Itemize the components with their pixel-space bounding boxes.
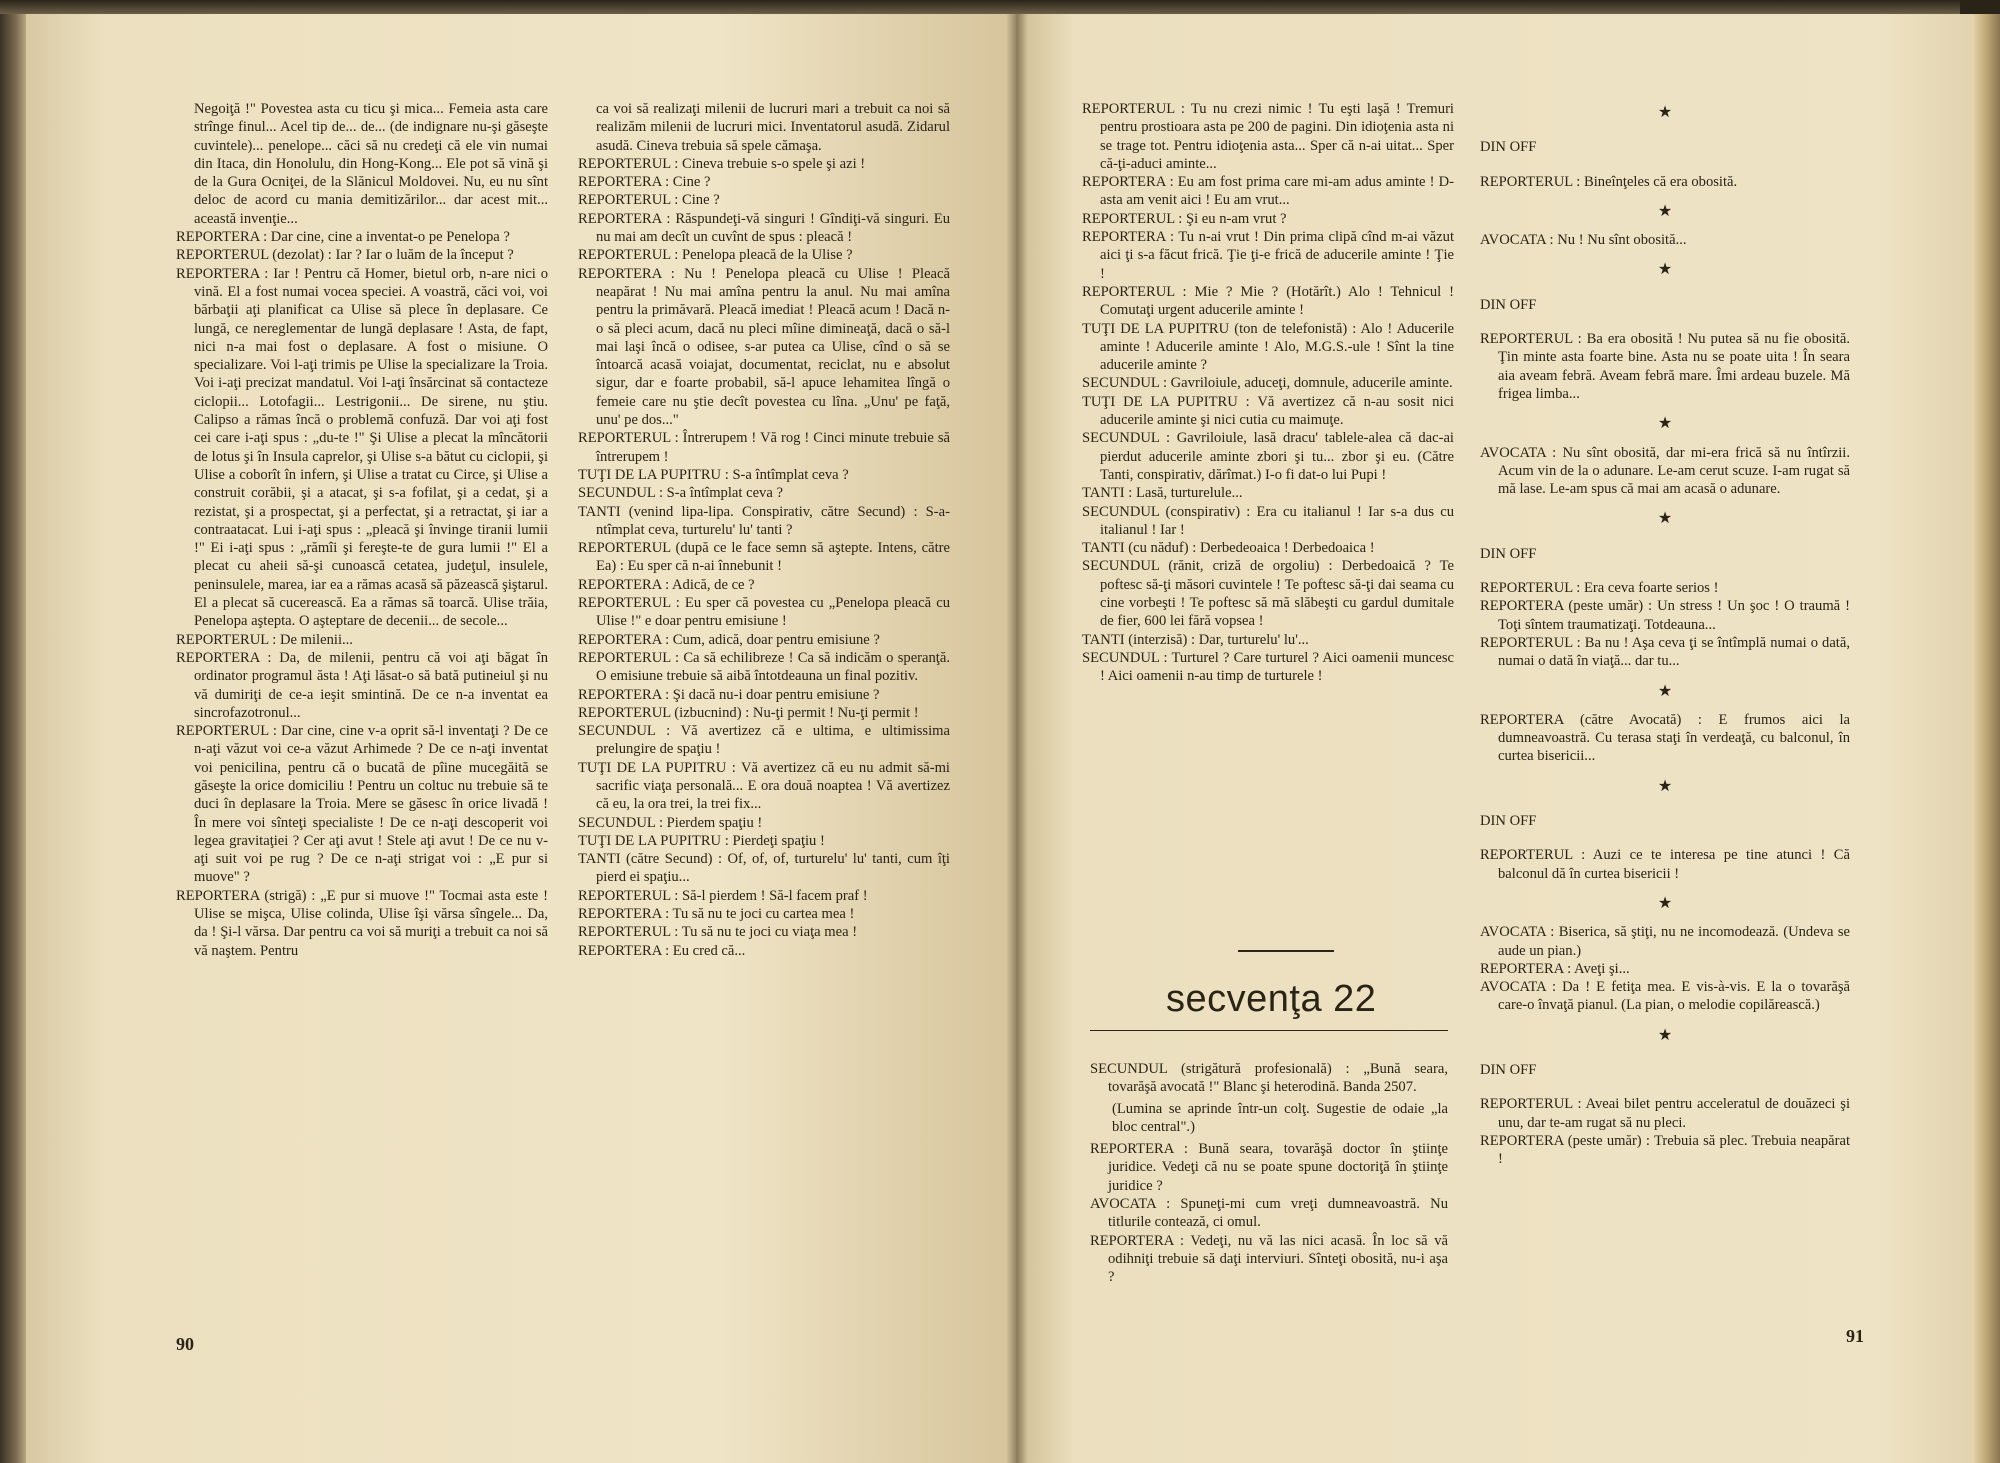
dialogue-line: REPORTERA : Răspundeţi-vă singuri ! Gîndiţi-vă singuri. Eu nu mai am decît un cuvînt de spus : pleacă ! [578, 210, 950, 246]
dialogue-line: REPORTERA : Eu am fost prima care mi-am adus aminte ! D-asta am venit aici ! Eu am vrut... [1082, 174, 1454, 209]
dialogue-line: AVOCATA : Nu ! Nu sînt obosită... [1480, 232, 1687, 249]
page-number-left: 90 [176, 1334, 194, 1354]
dialogue-line: REPORTERUL : Întrerupem ! Vă rog ! Cinci minute trebuie să întrerupem ! [578, 430, 950, 465]
star-separator: ★ [1657, 1026, 1673, 1044]
right-page-column-2 [1480, 92, 1850, 1168]
dialogue-line: REPORTERUL : Aveai bilet pentru acceleratul de douăzeci şi unu, dar te-am rugat să nu pleci. [1480, 1096, 1850, 1131]
dialogue-line: SECUNDUL (conspirativ) : Era cu italianul ! Iar s-a dus cu italianul ! Iar ! [1082, 503, 1454, 538]
dialogue-line: REPORTERA : Vedeţi, nu vă las nici acasă. În loc să vă odihniţi trebuie să daţi interviuri. Sînteţi obosită, nu-i aşa ? [1090, 1232, 1448, 1286]
star-separator: ★ [1657, 202, 1673, 220]
dialogue-line: REPORTERA (strigă) : „E pur si muove !" Tocmai asta este ! Ulise se mişca, Ulise colinda, Ulise îşi vărsa sîngele... Da, da ! Şi-l vărsa. Dar pentru ca voi să muriţi a trebuit ca noi să vă naştem. Pentru [176, 887, 548, 959]
dialogue-line: REPORTERUL (izbucnind) : Nu-ţi permit ! Nu-ţi permit ! [578, 704, 919, 721]
star-separator: ★ [1657, 894, 1673, 912]
dialogue-line: REPORTERUL : Ba era obosită ! Nu putea să nu fie obosită. Ţin minte asta foarte bine. Asta nu se poate uita ! În seara aia aveam febră. Aveam febră mare. Îmi ardeau buzele. Mă frigea limba... [1480, 331, 1850, 402]
off-voice-marker: DIN OFF [1480, 813, 1537, 830]
book-gutter [1006, 14, 1028, 1463]
dialogue-line: REPORTERA : Adică, de ce ? [578, 576, 755, 593]
star-separator: ★ [1657, 415, 1673, 433]
dialogue-line: REPORTERUL : Tu să nu te joci cu viaţa mea ! [578, 924, 858, 941]
dialogue-line: TANTI (venind lipa-lipa. Conspirativ, către Secund) : S-a-ntîmplat ceva, turturelu' lu' tanti ? [578, 503, 950, 538]
dialogue-line: REPORTERA : Şi dacă nu-i doar pentru emisiune ? [578, 686, 880, 703]
dialogue-line: REPORTERA : Nu ! Penelopa pleacă cu Ulise ! Pleacă neapărat ! Nu mai amîna pentru la anul. Nu mai amîna pentru la primăvară. Pleacă imediat ! Pleacă acum ! Dacă n-o să pleci acum, dacă nu pleci mîine dimineaţă, dacă o să-l mai laşi încă o odisee, s-ar putea ca Ulise, cînd o să se întoarcă acasă voiajat, documentat, reciclat, nu e absolut sigur, dar e foarte probabil, să-l apuce lehamitea lîngă o femeie care nu ştie decît povestea cu lîna. „Unu' pe faţă, unu' pe dos..." [578, 265, 950, 429]
sequence-rule [1238, 950, 1334, 952]
dialogue-line: REPORTERUL : Tu nu crezi nimic ! Tu eşti laşă ! Tremuri pentru prostioara asta pe 200 de pagini. Din idioţenia asta ni se trage tot. Pentru idioţenia asta... Sper că n-ai uitat... Sper că-ţi-aduci aminte... [1082, 101, 1454, 172]
dialogue-line: REPORTERUL (după ce le face semn să aştepte. Intens, către Ea) : Eu sper că n-ai înnebunit ! [578, 540, 950, 575]
right-page-column-1-lower [1090, 1060, 1448, 1287]
off-voice-marker: DIN OFF [1480, 1061, 1537, 1078]
dialogue-line: TUŢI DE LA PUPITRU : S-a întîmplat ceva ? [578, 466, 849, 483]
dialogue-line: REPORTERUL : Ba nu ! Aşa ceva ţi se întîmplă numai o dată, numai o dată în viaţă... dar tu... [1480, 634, 1850, 670]
dialogue-line: REPORTERA : Cine ? [578, 174, 711, 191]
dialogue-line: REPORTERUL (dezolat) : Iar ? Iar o luăm de la început ? [176, 247, 514, 264]
dialogue-line: SECUNDUL : S-a întîmplat ceva ? [578, 485, 783, 502]
dialogue-line: SECUNDUL (rănit, criză de orgoliu) : Derbedoaică ? Te poftesc să-ţi măsori cuvintele ! Te poftesc să-ţi dai seama cu cine vorbeşti ! Te poftesc să mă slăbeşti cu gardul dumitale de fier, 600 lei fără vopsea ! [1082, 558, 1454, 630]
dialogue-line: TUŢI DE LA PUPITRU (ton de telefonistă) : Alo ! Aducerile aminte ! Aducerile aminte ! Alo, M.G.S.-ule ! Sînt la tine aducerile aminte ? [1082, 320, 1454, 374]
dialogue-line: REPORTERA : Iar ! Pentru că Homer, bietul orb, n-are nici o vină. El a fost numai vocea speciei. A voastră, căci voi, voi bărbaţii aţi planificat ca Ulise să plece în deplasare. Ce lungă, ce nereglementar de lungă deplasare ! Asta, de fapt, nici n-a mai fost o deplasare. A fost o misiune. O specializare. Voi l-aţi trimis pe Ulise la specializare la Troia. Voi i-aţi precizat mandatul. Voi l-aţi însărcinat să contacteze ciclopii... Lotofagii... Lestrigonii... De sirene, nu ştiu. Calipso a rămas încă o problemă confuză. Dar voi aţi fost cei care i-aţi spus : „du-te !" Şi Ulise a plecat la mîncătorii de lotus şi în Insula caprelor, şi Ulise s-a bătut cu ciclopii, şi Ulise a coborît în infern, şi Ulise a tratat cu Circe, şi Ulise a construit corăbii, şi a atacat, şi s-a fofilat, şi a cedat, şi a rezistat, şi a prospectat, şi a perfectat, şi a retractat, şi iar a contraatacat. Lui i-aţi spus : „pleacă şi învinge tiranii lumii !" Ei i-aţi spus : „rămîi şi fereşte-te de gura lumii !" El a plecat cu aheii să-şi cunoască cetatea, judeţul, insulele, peninsulele, marea, iar ea a rămas acasă să păzească şiştarul. El a plecat să cucerească. Ea a rămas să toarcă. Ulise trăia, Penelopa aştepta. O aşteptare de decenii... de secole... [176, 265, 548, 630]
dialogue-line: REPORTERA (peste umăr) : Trebuia să plec. Trebuia neapărat ! [1480, 1132, 1850, 1168]
left-page-column-1 [176, 100, 548, 960]
dialogue-line: AVOCATA : Nu sînt obosită, dar mi-era frică să nu întîrzii. Acum vin de la o adunare. Le-am cerut scuze. I-am rugat să mă lase. Le-am spus că mai am acasă o adunare. [1480, 444, 1850, 498]
dialogue-line: TANTI (interzisă) : Dar, turturelu' lu'... [1082, 631, 1309, 648]
dialogue-line: SECUNDUL : Turturel ? Care turturel ? Aici oamenii muncesc ! Aici oamenii n-au timp de turturele ! [1082, 649, 1454, 685]
book-binding-left [0, 14, 26, 1463]
sequence-divider [1090, 1030, 1448, 1031]
left-page-column-2 [578, 100, 950, 960]
dialogue-line: Negoiţă !" Povestea asta cu ticu şi mica... Femeia asta care strînge finul... Acel tip de... de... (de indignare nu-şi găseşte cuvintele)... penelope... căci să nu credeţi că ele vin numai din Itaca, din Honolulu, din Hong-Kong... Ele pot să vină şi de la Gura Ocniţei, de la Slănicul Moldovei. Nu, eu nu sînt deloc de acord cu mania demitizărilor... dar acest mit... această invenţie... [194, 101, 548, 227]
dialogue-line: REPORTERA : Cum, adică, doar pentru emisiune ? [578, 631, 880, 648]
off-voice-marker: DIN OFF [1480, 296, 1537, 313]
book-spine-top [0, 0, 2000, 14]
dialogue-line: REPORTERUL : Bineînţeles că era obosită. [1480, 173, 1738, 190]
dialogue-line: SECUNDUL (strigătură profesională) : „Bună seara, tovarăşă avocată !" Blanc şi heterodină. Banda 2507. [1090, 1061, 1448, 1096]
dialogue-line: REPORTERUL : Era ceva foarte serios ! [1480, 580, 1719, 597]
book-binding-right [1974, 14, 2000, 1463]
sequence-title: secvenţa 22 [1166, 978, 1377, 1020]
dialogue-line: REPORTERA (către Avocată) : E frumos aici la dumneavoastră. Cu terasa staţi în verdeaţă, cu balconul, în curtea bisericii... [1480, 711, 1850, 765]
off-voice-marker: DIN OFF [1480, 139, 1537, 156]
dialogue-line: REPORTERUL : Dar cine, cine v-a oprit să-l inventaţi ? De ce n-aţi văzut voi ce-a văzut Arhimede ? De ce n-aţi inventat voi penicilina, pentru că o bucată de pîine mucegăită se găseşte la orice domiciliu ! Pentru un coltuc nu trebuie să te duci în deplasare la Troia. Mere se găsesc în orice livadă ! În mere voi sînteţi specialiste ! De ce n-aţi descoperit voi legea gravitaţiei ? Cer aţi avut ! Stele aţi avut ! De ce nu v-aţi suit voi pe rug ? De ce n-aţi strigat voi : „E pur si muove" ? [176, 723, 548, 886]
dialogue-line: AVOCATA : Spuneţi-mi cum vreţi dumneavoastră. Nu titlurile contează, ci omul. [1090, 1196, 1448, 1231]
dialogue-line: REPORTERUL : Mie ? Mie ? (Hotărît.) Alo ! Tehnicul ! Comutaţi urgent aducerile aminte ! [1082, 283, 1454, 319]
dialogue-line: TUŢI DE LA PUPITRU : Pierdeţi spaţiu ! [578, 832, 825, 849]
dialogue-line: TANTI (cu năduf) : Derbedeoaica ! Derbedoaica ! [1082, 540, 1375, 557]
stage-direction: (Lumina se aprinde într-un colţ. Sugestie de odaie „la bloc central".) [1112, 1100, 1448, 1135]
dialogue-line: REPORTERUL : Cineva trebuie s-o spele şi azi ! [578, 155, 866, 172]
dialogue-line: REPORTERA : Da, de milenii, pentru că voi aţi băgat în ordinator programul ăsta ! Aţi lăsat-o să bată putineiul şi nu vă dumiriţi de ce-a ieşit smintină. De ce n-a inventat ea sincrofazotronul... [176, 649, 548, 721]
dialogue-line: REPORTERA : Tu n-ai vrut ! Din prima clipă cînd m-ai văzut aici ţi s-a făcut frică. Ţie ţi-e frică de aducerile aminte ! Ţie ! [1082, 229, 1454, 282]
dialogue-line: TUŢI DE LA PUPITRU : Vă avertizez că n-au sosit nici aducerile aminte şi nici cutia cu maimuţe. [1082, 393, 1454, 429]
dialogue-line: REPORTERA (peste umăr) : Un stress ! Un şoc ! O traumă ! Toţi sîntem traumatizaţi. Totdeauna... [1480, 598, 1850, 633]
dialogue-line: REPORTERA : Eu cred că... [578, 942, 746, 959]
page-number-right: 91 [1846, 1326, 1864, 1346]
dialogue-line: SECUNDUL : Vă avertizez că e ultima, e ultimissima prelungire de spaţiu ! [578, 723, 950, 758]
dialogue-line: ca voi să realizaţi milenii de lucruri mari a trebuit ca noi să realizăm milenii de lucruri mici. Inventatorul asudă. Zidarul asudă. Cineva trebuia să spele cămaşa. [596, 101, 950, 154]
dialogue-line: REPORTERA : Dar cine, cine a inventat-o pe Penelopa ? [176, 229, 510, 246]
dialogue-line: REPORTERUL : Şi eu n-am vrut ? [1082, 210, 1287, 227]
dialogue-line: REPORTERUL : De milenii... [176, 631, 353, 648]
dialogue-line: REPORTERUL : Penelopa pleacă de la Ulise ? [578, 247, 853, 264]
dialogue-line: AVOCATA : Biserica, să ştiţi, nu ne incomodează. (Undeva se aude un pian.) [1480, 924, 1850, 959]
star-separator: ★ [1657, 777, 1673, 795]
dialogue-line: SECUNDUL : Pierdem spaţiu ! [578, 814, 763, 831]
dialogue-line: REPORTERUL : Să-l pierdem ! Să-l facem praf ! [578, 887, 868, 904]
off-voice-marker: DIN OFF [1480, 545, 1537, 562]
star-separator: ★ [1657, 104, 1673, 121]
dialogue-line: SECUNDUL : Gavriloiule, aduceţi, domnule, aducerile aminte. [1082, 375, 1453, 392]
dialogue-line: REPORTERUL : Eu sper că povestea cu „Penelopa pleacă cu Ulise !" e doar pentru emisiune ! [578, 595, 950, 630]
star-separator: ★ [1657, 261, 1673, 279]
star-separator: ★ [1657, 510, 1673, 528]
dialogue-line: REPORTERA : Bună seara, tovarăşă doctor în ştiinţe juridice. Vedeţi că nu se poate spune doctoriţă în ştiinţe juridice ? [1090, 1141, 1448, 1194]
dialogue-line: REPORTERUL : Auzi ce te interesa pe tine atunci ! Că balconul dă în curtea bisericii ! [1480, 847, 1850, 882]
dialogue-line: REPORTERA : Tu să nu te joci cu cartea mea ! [578, 906, 855, 923]
dialogue-line: SECUNDUL : Gavriloiule, lasă dracu' tablele-alea că dac-ai pierdut aducerile aminte zbori şi tu... zbor şi eu. (Către Tanti, conspirativ, dărîmat.) I-o fi dat-o lui Pupi ! [1082, 430, 1454, 483]
dialogue-line: REPORTERUL : Cine ? [578, 192, 720, 209]
right-page-column-1 [1082, 100, 1454, 686]
dialogue-line: AVOCATA : Da ! E fetiţa mea. E vis-à-vis. E la o tovarăşă care-o învaţă pianul. (La pian, o melodie copilărească.) [1480, 979, 1850, 1014]
dialogue-line: TUŢI DE LA PUPITRU : Vă avertizez că eu nu admit să-mi sacrific viaţa personală... E ora două noaptea ! Vă avertizez că eu, la ora trei, la trei fix... [578, 759, 950, 813]
dialogue-line: TANTI (către Secund) : Of, of, of, turturelu' lu' tanti, cum îţi pierd ei spaţiu... [578, 851, 950, 886]
dialogue-line: REPORTERUL : Ca să echilibreze ! Ca să indicăm o speranţă. O emisiune trebuie să aibă întotdeauna un final pozitiv. [578, 649, 950, 685]
dialogue-line: REPORTERA : Aveţi şi... [1480, 960, 1630, 977]
dialogue-line: TANTI : Lasă, turturelule... [1082, 485, 1243, 502]
star-separator: ★ [1657, 682, 1673, 700]
